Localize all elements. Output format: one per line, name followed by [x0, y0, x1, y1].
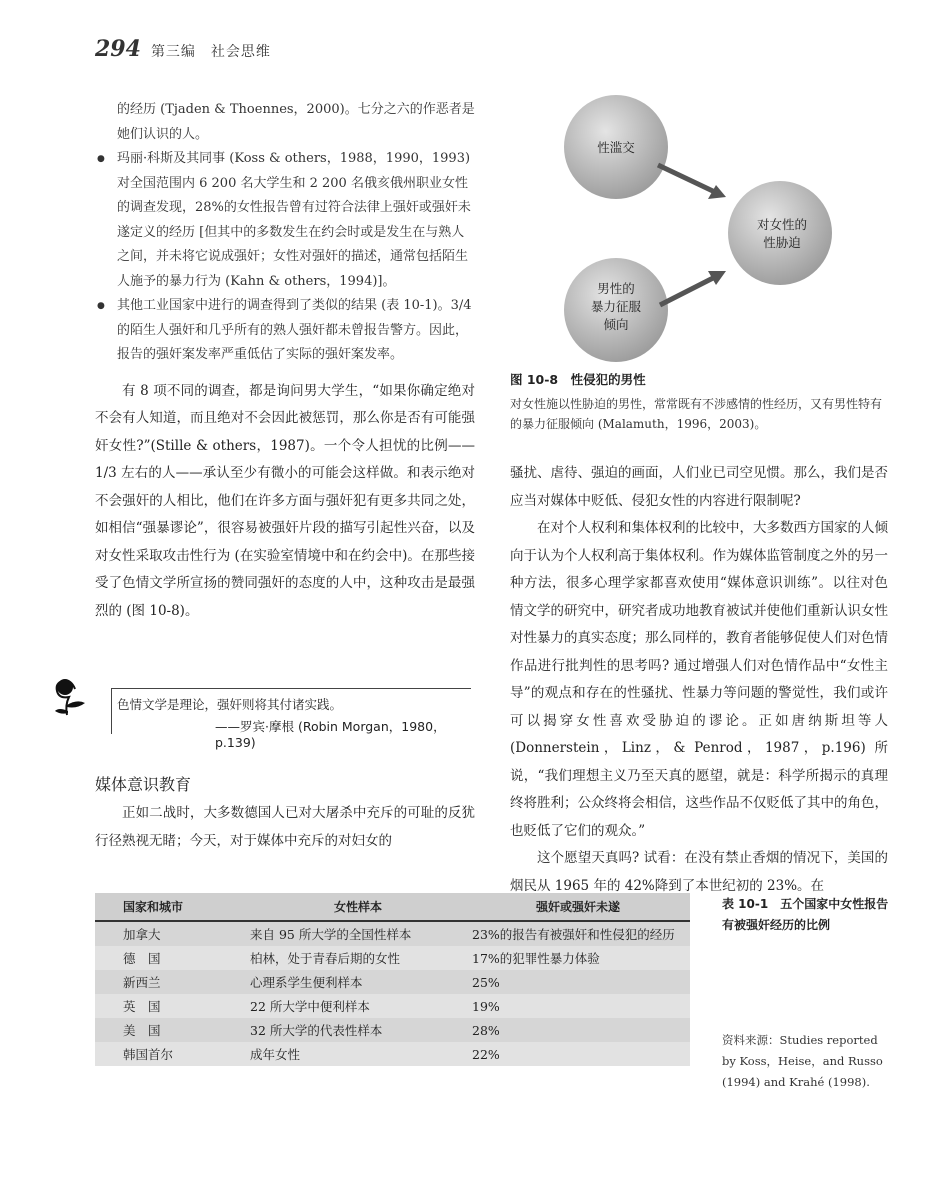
node-result-circle: [728, 181, 832, 285]
right-paragraph-2: 在对个人权利和集体权利的比较中，大多数西方国家的人倾向于认为个人权利高于集体权利。作为媒体监管制度之外的另一种方法，很多心理学家都喜欢使用“媒体意识训练”。以往对色情文学的研究中，研究者成功地教育被试并使他们重新认识女性对性暴力的真实态度；那么同样的，教育者能够促使人们对色情作品进行批判性的思考吗? 通过增强人们对色情作品中“女性主导”的观点和存在的性骚扰、性暴力等问题的警觉性，我们或许可以揭穿女性喜欢受胁迫的谬论。正如唐纳斯坦等人 (Donnerstein，Linz，& Penrod，1987，p.196) 所说，“我们理想主义乃至天真的愿望，就是：科学所揭示的真理终将胜利；公众终将会相信，这些作品不仅贬低了其中的角色，也贬低了它们的观众。”: [510, 520, 888, 839]
table-cell: 心理系学生便利样本: [244, 970, 466, 994]
rose-icon: [51, 675, 93, 719]
table-row: [95, 946, 690, 970]
section-body: [95, 800, 475, 855]
node-sex-label: 性滥交: [597, 140, 635, 155]
table-cell: 新西兰: [95, 970, 244, 994]
table-cell: 19%: [466, 994, 690, 1018]
page-header: [95, 36, 271, 62]
body-paragraph: 有 8 项不同的调查，都是询问男大学生，“如果你确定绝对不会有人知道，而且绝对不会因此被惩罚，那么你是否有可能强奸女性?”(Stille & others，1987)。一个令人担忧的比例——1/3 左右的人——承认至少有微小的可能会这样做。和表示绝对不会强奸的人相比，他们在许多方面与强奸犯有更多共同之处，如相信“强暴谬论”，很容易被强奸片段的描写引起性兴奋，以及对女性采取攻击性行为 (在实验室情境中和在约会中)。在那些接受了色情文学所宣扬的赞同强奸的态度的人中，这种攻击是最强烈的 (图 10-8)。: [95, 382, 475, 619]
table-cell: 美 国: [95, 1018, 244, 1042]
table-header-result: 强奸或强奸未遂: [466, 893, 690, 921]
table-row: [95, 970, 690, 994]
page-number: 294: [95, 36, 141, 62]
quote-bar: [111, 688, 112, 734]
part-title: 第三编 社会思维: [150, 44, 271, 60]
right-paragraph-3: 这个愿望天真吗? 试看：在没有禁止香烟的情况下，美国的烟民从 1965 年的 42%降到了本世纪初的 23%。在: [510, 850, 888, 894]
table-cell: 加拿大: [95, 921, 244, 946]
table-cell: 32 所大学的代表性样本: [244, 1018, 466, 1042]
section-title: 媒体意识教育: [95, 775, 192, 794]
quote-box: [95, 685, 475, 750]
figure-caption: [510, 370, 888, 434]
table-row: [95, 921, 690, 946]
table-header-sample: 女性样本: [244, 893, 466, 921]
node-result-label-1: 对女性的: [756, 217, 808, 232]
bullet-continuation: 的经历 (Tjaden & Thoennes，2000)。七分之六的作恶者是她们认识的人。: [117, 102, 475, 142]
arrow-top: [658, 165, 726, 199]
quote-text: 色情文学是理论，强奸则将其付诸实践。: [117, 697, 343, 712]
table-cell: 韩国首尔: [95, 1042, 244, 1066]
table-caption: [722, 894, 892, 936]
table-row: [95, 1018, 690, 1042]
quote-rule: [111, 688, 471, 689]
table-caption-title: 表 10-1 五个国家中女性报告有被强奸经历的比例: [722, 897, 889, 932]
bullet-item: ● 玛丽·科斯及其同事 (Koss & others，1988，1990，1993) 对全国范围内 6 200 名大学生和 2 200 名俄亥俄州职业女性的调查发现，28%的女性报告曾有过符合法律上强奸或强奸未遂定义的经历 [但其中的多数发生在约会时或是发生在与熟人之间，并未将它说成强奸；女性对强奸的描述，通常包括陌生人施予的暴力行为 (Kahn & others，1994)]。: [95, 147, 475, 294]
table-cell: 德 国: [95, 946, 244, 970]
table-cell: 25%: [466, 970, 690, 994]
node-result-label-2: 性胁迫: [763, 235, 801, 250]
node-violence-label-3: 倾向: [603, 317, 629, 332]
table-row: [95, 1042, 690, 1066]
table-header-country: 国家和城市: [95, 893, 244, 921]
arrow-bottom: [660, 271, 726, 305]
rape-report-table: [95, 893, 690, 1066]
table-cell: 23%的报告有被强奸和性侵犯的经历: [466, 921, 690, 946]
table-cell: 柏林，处于青春后期的女性: [244, 946, 466, 970]
table-cell: 17%的犯罪性暴力体验: [466, 946, 690, 970]
bullet-item: ● 其他工业国家中进行的调查得到了类似的结果 (表 10-1)。3/4 的陌生人强奸和几乎所有的熟人强奸都未曾报告警方。因此，报告的强奸案发率严重低估了实际的强奸案发率。: [95, 294, 475, 368]
table-row: [95, 994, 690, 1018]
figure-diagram: [510, 95, 890, 365]
table-cell: 28%: [466, 1018, 690, 1042]
data-table-area: [95, 893, 690, 1066]
table-header-row: [95, 893, 690, 921]
table-cell: 22 所大学中便利样本: [244, 994, 466, 1018]
figure-title: 图 10-8 性侵犯的男性: [510, 372, 646, 387]
right-paragraph-1: 骚扰、虐待、强迫的画面，人们业已司空见惯。那么，我们是否应当对媒体中贬低、侵犯女性的内容进行限制呢?: [510, 465, 888, 509]
table-source: 资料来源：Studies reported by Koss，Heise，and Russo (1994) and Krahé (1998).: [722, 1033, 883, 1089]
table-cell: 来自 95 所大学的全国性样本: [244, 921, 466, 946]
table-cell: 22%: [466, 1042, 690, 1066]
left-column: [95, 98, 475, 625]
table-cell: 成年女性: [244, 1042, 466, 1066]
figure-description: 对女性施以性胁迫的男性，常常既有不涉感情的性经历，又有男性特有的暴力征服倾向 (Malamuth，1996，2003)。: [510, 397, 883, 431]
table-cell: 英 国: [95, 994, 244, 1018]
bullet-list: [95, 147, 475, 368]
node-violence-label-2: 暴力征服: [590, 299, 642, 314]
node-violence-label-1: 男性的: [597, 281, 635, 296]
section-paragraph: 正如二战时，大多数德国人已对大屠杀中充斥的可耻的反犹行径熟视无睹；今天，对于媒体中充斥的对妇女的: [95, 805, 475, 849]
quote-attribution: ——罗宾·摩根 (Robin Morgan，1980，p.139): [215, 719, 446, 750]
right-column: [510, 460, 888, 900]
